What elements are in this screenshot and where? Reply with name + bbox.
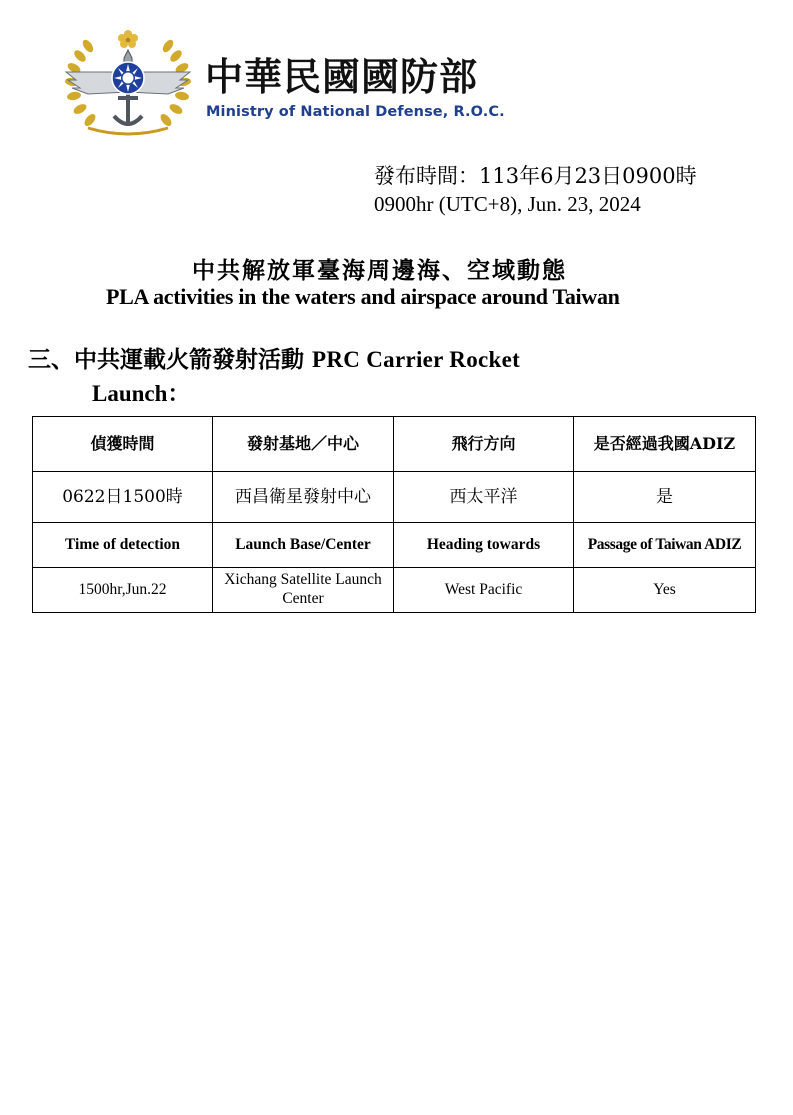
table-header-row-cn	[33, 417, 756, 472]
header-cell: 是否經過我國ADIZ	[574, 417, 756, 472]
document-title-en: PLA activities in the waters and airspace around Taiwan	[106, 284, 620, 309]
header-cell: 飛行方向	[394, 417, 574, 472]
ministry-name-cn: 中華民國國防部	[205, 55, 479, 99]
section-heading	[28, 341, 520, 374]
table-header-row-en	[33, 523, 756, 568]
table-cell: 西昌衛星發射中心	[213, 472, 394, 523]
section-heading-en-part2: Launch：	[92, 381, 191, 406]
section-heading-en-part1: PRC Carrier Rocket	[312, 347, 521, 372]
header-cell: Passage of Taiwan ADIZ	[574, 523, 756, 568]
mnd-emblem-icon	[58, 28, 198, 140]
table-row-cn	[33, 472, 756, 523]
section-heading-cn: 三、中共運載火箭發射活動	[28, 346, 313, 373]
table-cell: Yes	[574, 568, 756, 613]
header-cell: Time of detection	[33, 523, 213, 568]
table-cell: 0622日1500時	[33, 472, 213, 523]
release-time-en: 0900hr (UTC+8), Jun. 23, 2024	[374, 192, 641, 216]
header-cell: 偵獲時間	[33, 417, 213, 472]
header-cell: 發射基地／中心	[213, 417, 394, 472]
table-row-en	[33, 568, 756, 613]
ministry-name-en: Ministry of National Defense, R.O.C.	[206, 104, 505, 120]
table-cell: 是	[574, 472, 756, 523]
table-cell: Xichang Satellite Launch Center	[213, 568, 394, 613]
header-cell: Heading towards	[394, 523, 574, 568]
table-cell: 西太平洋	[394, 472, 574, 523]
table-cell: 1500hr,Jun.22	[33, 568, 213, 613]
table-cell: West Pacific	[394, 568, 574, 613]
rocket-launch-table	[32, 416, 756, 613]
release-time-cn: 發布時間：113年6月23日0900時	[374, 164, 697, 188]
header-cell: Launch Base/Center	[213, 523, 394, 568]
document-title-cn: 中共解放軍臺海周邊海、空域動態	[192, 257, 567, 284]
